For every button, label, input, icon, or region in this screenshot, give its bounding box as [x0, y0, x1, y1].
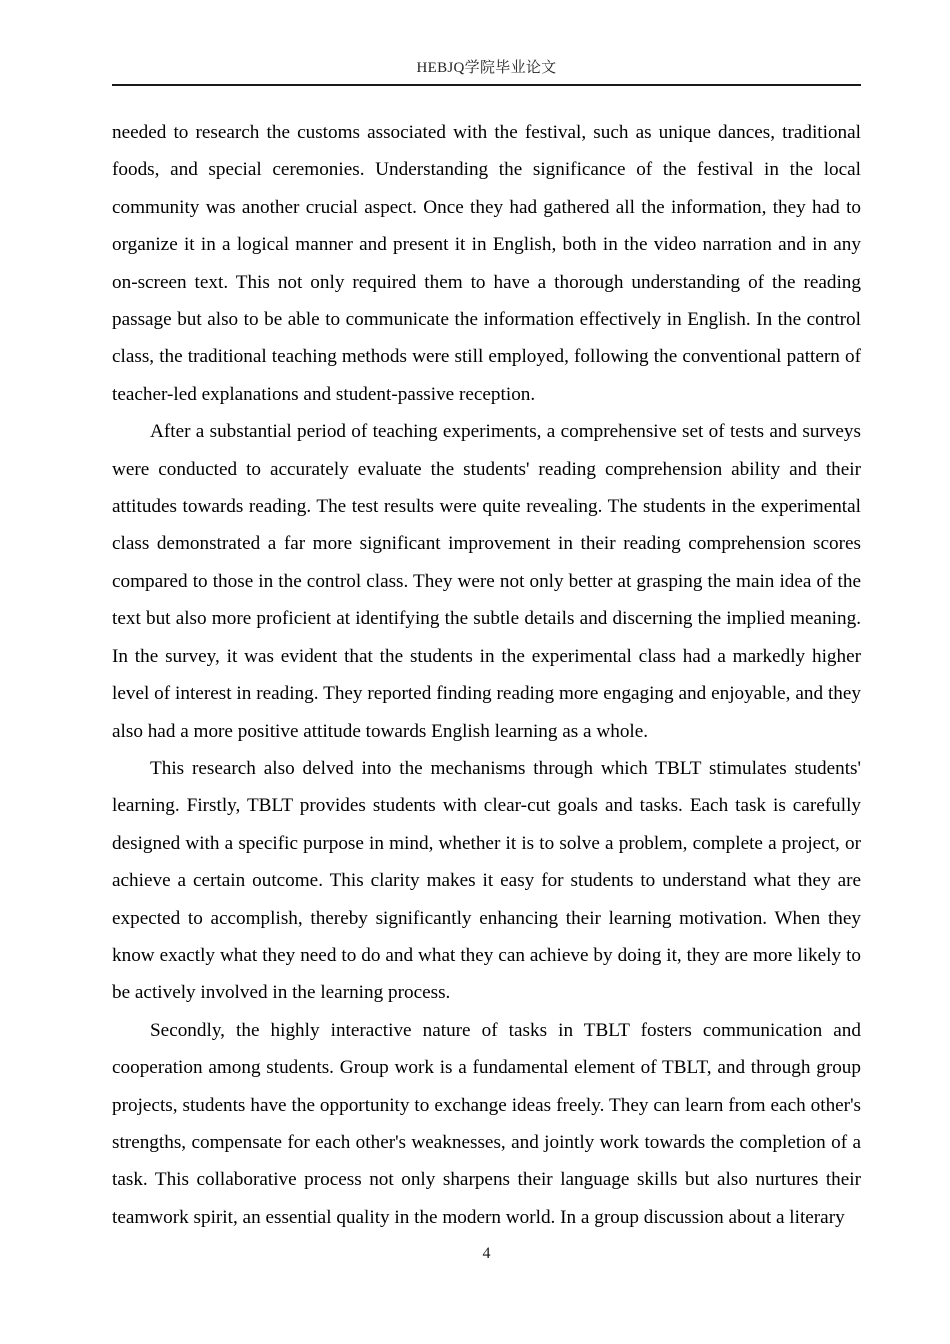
body-paragraph: After a substantial period of teaching experiments, a comprehensive set of tests and surveys were conducted to accurately evaluate the students' reading comprehension ability and their attitudes towards reading. The test results were quite revealing. The students in the experimental class demonstrated a far more significant improvement in their reading comprehension scores compared to those in the control class. They were not only better at grasping the main idea of the text but also more proficient at identifying the subtle details and discerning the implied meaning. In the survey, it was evident that the students in the experimental class had a markedly higher level of interest in reading. They reported finding reading more engaging and enjoyable, and they also had a more positive attitude towards English learning as a whole.	[112, 421, 861, 742]
page-number: 4	[482, 1245, 491, 1262]
body-paragraph: This research also delved into the mechanisms through which TBLT stimulates students' learning. Firstly, TBLT provides students with clear-cut goals and tasks. Each task is carefully designed with a specific purpose in mind, whether it is to solve a problem, complete a project, or achieve a certain outcome. This clarity makes it easy for students to understand what they are expected to accomplish, thereby significantly enhancing their learning motivation. When they know exactly what they need to do and what they can achieve by doing it, they are more likely to be actively involved in the learning process.	[112, 757, 861, 1004]
header-title: HEBJQ学院毕业论文	[416, 60, 557, 76]
body-paragraph: Secondly, the highly interactive nature of tasks in TBLT fosters communication and cooperation among students. Group work is a fundamental element of TBLT, and through group projects, students have the opportunity to exchange ideas freely. They can learn from each other's strengths, compensate for each other's weaknesses, and jointly work towards the completion of a task. This collaborative process not only sharpens their language skills but also nurtures their teamwork spirit, an essential quality in the modern world. In a group discussion about a literary	[112, 1019, 861, 1228]
page-footer	[112, 1244, 861, 1264]
document-body	[112, 114, 861, 1236]
page-header	[112, 58, 861, 94]
body-paragraph: needed to research the customs associated with the festival, such as unique dances, traditional foods, and special ceremonies. Understanding the significance of the festival in the local community was another crucial aspect. Once they had gathered all the information, they had to organize it in a logical manner and present it in English, both in the video narration and in any on-screen text. This not only required them to have a thorough understanding of the reading passage but also to be able to communicate the information effectively in English. In the control class, the traditional teaching methods were still employed, following the conventional pattern of teacher-led explanations and student-passive reception.	[112, 122, 861, 405]
header-divider	[112, 84, 861, 86]
